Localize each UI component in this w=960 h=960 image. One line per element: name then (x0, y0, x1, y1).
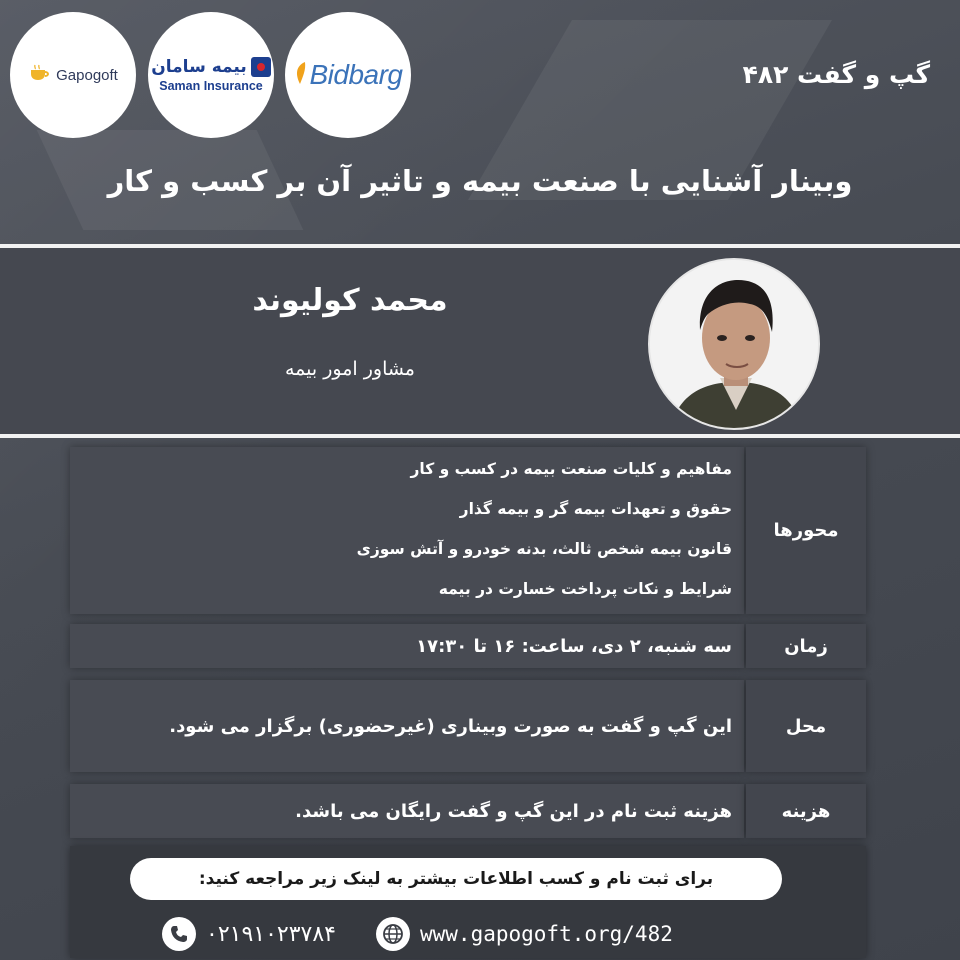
register-note: برای ثبت نام و کسب اطلاعات بیشتر به لینک زیر مراجعه کنید: (130, 858, 782, 900)
place-label: محل (746, 680, 866, 772)
webinar-title: وبینار آشنایی با صنعت بیمه و تاثیر آن بر کسب و کار (107, 164, 853, 198)
place-value: این گپ و گفت به صورت وبیناری (غیرحضوری) برگزار می شود. (169, 715, 732, 737)
time-row (70, 624, 866, 668)
globe-icon (376, 917, 410, 951)
speaker-name: محمد کولیوند (252, 283, 448, 318)
website-link[interactable] (376, 916, 673, 952)
topics-row (70, 447, 866, 614)
gapogoft-logo-text: Gapogoft (56, 66, 118, 84)
cost-row (70, 784, 866, 838)
cup-icon (28, 64, 52, 86)
topics-label: محورها (746, 447, 866, 614)
website-url: www.gapogoft.org/482 (420, 922, 673, 946)
topic-item: حقوق و تعهدات بیمه گر و بیمه گذار (459, 500, 732, 518)
saman-logo-en-text: Saman Insurance (159, 79, 263, 93)
bidbarg-logo-text: Bidbarg (309, 59, 403, 90)
phone-icon (162, 917, 196, 951)
leaf-icon (293, 60, 307, 90)
cost-label: هزینه (746, 784, 866, 838)
saman-emblem-icon (251, 57, 271, 77)
time-label: زمان (746, 624, 866, 668)
session-number: گپ و گفت ۴۸۲ (742, 60, 930, 89)
speaker-photo (648, 258, 820, 430)
phone-number: ۰۲۱۹۱۰۲۳۷۸۴ (206, 921, 336, 947)
footer (70, 846, 866, 958)
gapogoft-logo (10, 12, 136, 138)
place-row (70, 680, 866, 772)
time-value: سه شنبه، ۲ دی، ساعت: ۱۶ تا ۱۷:۳۰ (416, 635, 732, 657)
topic-item: قانون بیمه شخص ثالث، بدنه خودرو و آتش سوزی (356, 540, 732, 558)
phone-contact[interactable] (162, 916, 336, 952)
bidbarg-logo (285, 12, 411, 138)
saman-logo-fa-text: بیمه سامان (151, 57, 247, 77)
divider (0, 434, 960, 438)
cost-value: هزینه ثبت نام در این گپ و گفت رایگان می باشد. (295, 800, 732, 822)
topic-item: مفاهیم و کلیات صنعت بیمه در کسب و کار (410, 460, 732, 478)
speaker-role: مشاور امور بیمه (285, 358, 415, 380)
topics-list (357, 457, 732, 617)
topic-item: شرایط و نکات پرداخت خسارت در بیمه (438, 580, 732, 598)
saman-insurance-logo (148, 12, 274, 138)
